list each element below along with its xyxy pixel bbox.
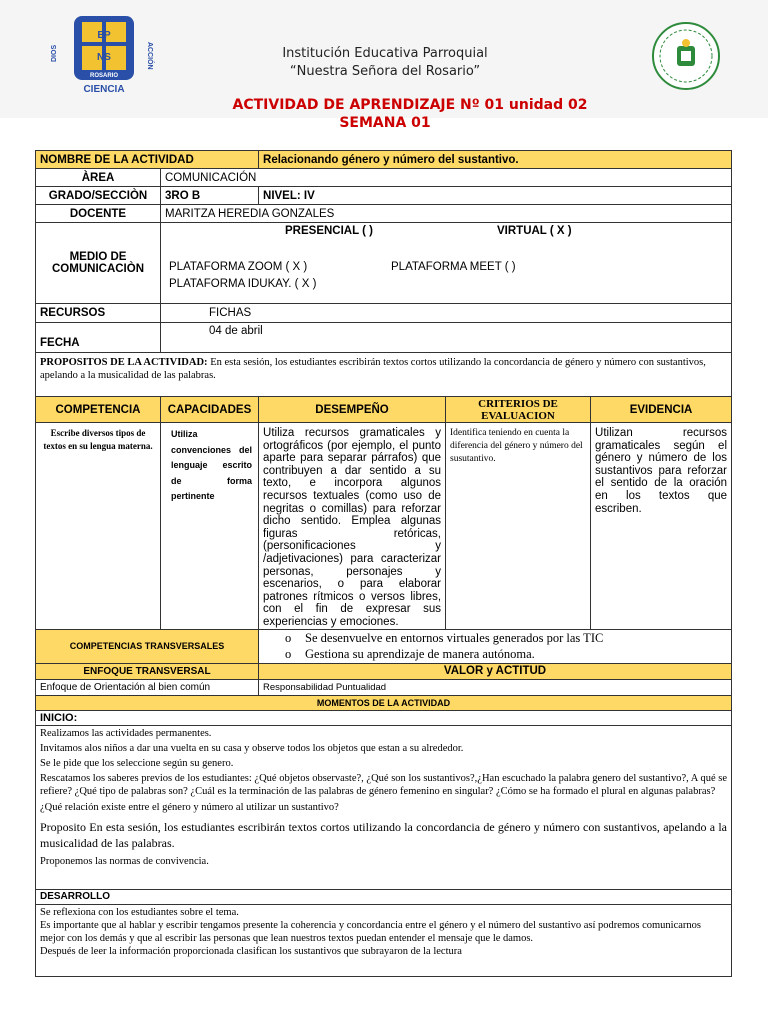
inicio-label: INICIO: bbox=[36, 710, 732, 725]
activity-title: ACTIVIDAD DE APRENDIZAJE Nº 01 unidad 02 bbox=[232, 97, 588, 113]
grade-label: GRADO/SECCIÒN bbox=[36, 187, 161, 205]
activity-name-value: Relacionando género y número del sustantivo. bbox=[259, 151, 732, 169]
activity-name-label: NOMBRE DE LA ACTIVIDAD bbox=[36, 151, 259, 169]
crest-letters-top: EP bbox=[97, 30, 111, 41]
level-value: NIVEL: IV bbox=[259, 187, 732, 205]
meet-option: PLATAFORMA MEET ( ) bbox=[391, 261, 516, 273]
virtual-option: VIRTUAL ( X ) bbox=[497, 225, 572, 237]
crest-name: ROSARIO bbox=[89, 73, 119, 79]
col-competencia: COMPETENCIA bbox=[36, 397, 161, 423]
activity-table bbox=[35, 150, 732, 977]
inicio-line: ¿Qué relación existe entre el género y número al utilizar un sustantivo? bbox=[40, 801, 339, 813]
col-evidencia: EVIDENCIA bbox=[591, 397, 732, 423]
transversal-label: COMPETENCIAS TRANSVERSALES bbox=[36, 629, 259, 663]
inicio-line: Invitamos alos niños a dar una vuelta en su casa y observe todos los objetos que estan a su alrededor. bbox=[40, 742, 464, 754]
desarrollo-line: Después de leer la información proporcionada clasifican los sustantivos que subrayaron de la lectura bbox=[40, 945, 462, 957]
crest-side-right: ACCIÓN bbox=[146, 42, 153, 70]
teacher-label: DOCENTE bbox=[36, 205, 161, 223]
date-value: 04 de abril bbox=[161, 323, 732, 353]
crest-letters-mid: NS bbox=[97, 52, 111, 63]
week-title: SEMANA 01 bbox=[339, 115, 431, 131]
resources-value: FICHAS bbox=[161, 304, 732, 323]
purpose-text: En esta sesión, los estudiantes escribirán textos cortos utilizando la concordancia de género y número con sustantivos, apelando a la musicalidad de las palabras. bbox=[40, 357, 706, 381]
medium-label: MEDIO DE COMUNICACIÒN bbox=[36, 223, 161, 304]
competencia-cell: Escribe diversos tipos de textos en su lengua materna. bbox=[36, 423, 161, 630]
enfoque-label: ENFOQUE TRANSVERSAL bbox=[36, 663, 259, 679]
purpose-cell bbox=[36, 353, 732, 397]
transversal-item: o Se desenvuelve en entornos virtuales generados por las TIC bbox=[285, 631, 604, 645]
momentos-label: MOMENTOS DE LA ACTIVIDAD bbox=[36, 695, 732, 710]
desempeno-cell: Utiliza recursos gramaticales y ortográficos (por ejemplo, el punto aparte para separar párrafos) que contribuyen a dar sentido a su texto, e incorpora algunos recursos textuales (como uso de negritas o comillas) para reforzar dicho sentido. Emplea algunas figuras retóricas, (personificaciones y /adjetivaciones) para caracterizar personas, personajes y escenarios, o para elaborar patrones rítmicos o versos libres, con el fin de expresar sus experiencias y emociones. bbox=[259, 423, 446, 630]
teacher-value: MARITZA HEREDIA GONZALES bbox=[161, 205, 732, 223]
desarrollo-label: DESARROLLO bbox=[36, 889, 732, 904]
evidencia-cell: Utilizan recursos gramaticales según el género y número de los sustantivos para reforzar el sentido de la oración en los textos que escriben. bbox=[591, 423, 732, 630]
inicio-line: Rescatamos los saberes previos de los estudiantes: ¿Qué objetos observaste?, ¿Qué son los sustantivos?,¿Han escuchado la palabra genero del sustantivo?, A qué se refiere? ¿Qué tipo de palabras son? ¿Cuál es la terminación de las palabras de género femenino en singular? ¿Cómo se ha formado el plural en algunas palabras? bbox=[40, 772, 728, 797]
medium-options bbox=[161, 223, 732, 304]
bullet-glyph: o bbox=[285, 631, 292, 645]
transversal-list bbox=[259, 629, 732, 663]
transversal-item: o Gestiona su aprendizaje de manera autónoma. bbox=[285, 647, 535, 661]
desarrollo-line: Es importante que al hablar y escribir tengamos presente la coherencia y concordancia entre el género y el número del sustantivo así podremos comunicarnos mejor con los demás y que al escribir las personas que lean nuestros textos puedan entender el mensaje que le damos. bbox=[40, 919, 701, 944]
presencial-option: PRESENCIAL ( ) bbox=[285, 225, 373, 237]
area-label: ÀREA bbox=[36, 169, 161, 187]
col-criterios: CRITERIOS DE EVALUACION bbox=[446, 397, 591, 423]
inicio-line: Se le pide que los seleccione según su genero. bbox=[40, 757, 234, 769]
inicio-line: Realizamos las actividades permanentes. bbox=[40, 727, 212, 739]
desarrollo-content bbox=[36, 904, 732, 976]
valor-label: VALOR y ACTITUD bbox=[259, 663, 732, 679]
desarrollo-line: Se reflexiona con los estudiantes sobre el tema. bbox=[40, 906, 239, 918]
inicio-proposito: Proposito En esta sesión, los estudiantes escribirán textos cortos utilizando la concordancia de género y número con sustantivos, apelando a la musicalidad de las palabras. bbox=[40, 819, 728, 850]
crest-motto: CIENCIA bbox=[83, 84, 125, 95]
capacidades-cell: Utiliza convenciones del lenguaje escrito de forma pertinente bbox=[161, 423, 259, 630]
criterios-cell: Identifica teniendo en cuenta la diferencia del género y número del susutantivo. bbox=[446, 423, 591, 630]
resources-label: RECURSOS bbox=[36, 304, 161, 323]
enfoque-value: Enfoque de Orientación al bien común bbox=[36, 679, 259, 695]
col-desempeno: DESEMPEÑO bbox=[259, 397, 446, 423]
institution-subtitle: “Nuestra Señora del Rosario” bbox=[289, 64, 481, 79]
grade-value: 3RO B bbox=[161, 187, 259, 205]
purpose-label: PROPOSITOS DE LA ACTIVIDAD: bbox=[40, 357, 208, 368]
ugel-seal-icon bbox=[650, 16, 722, 98]
idukay-option: PLATAFORMA IDUKAY. ( X ) bbox=[169, 278, 317, 290]
date-label: FECHA bbox=[36, 323, 161, 353]
valor-value: Responsabilidad Puntualidad bbox=[259, 679, 732, 695]
zoom-option: PLATAFORMA ZOOM ( X ) bbox=[169, 261, 308, 273]
area-value: COMUNICACIÓN bbox=[161, 169, 732, 187]
bullet-glyph: o bbox=[285, 647, 292, 661]
crest-side-left: DIOS bbox=[51, 44, 58, 62]
school-crest-icon bbox=[48, 14, 160, 96]
col-capacidades: CAPACIDADES bbox=[161, 397, 259, 423]
institution-name: Institución Educativa Parroquial bbox=[282, 46, 488, 61]
inicio-normas: Proponemos las normas de convivencia. bbox=[40, 855, 209, 867]
inicio-content bbox=[36, 725, 732, 889]
